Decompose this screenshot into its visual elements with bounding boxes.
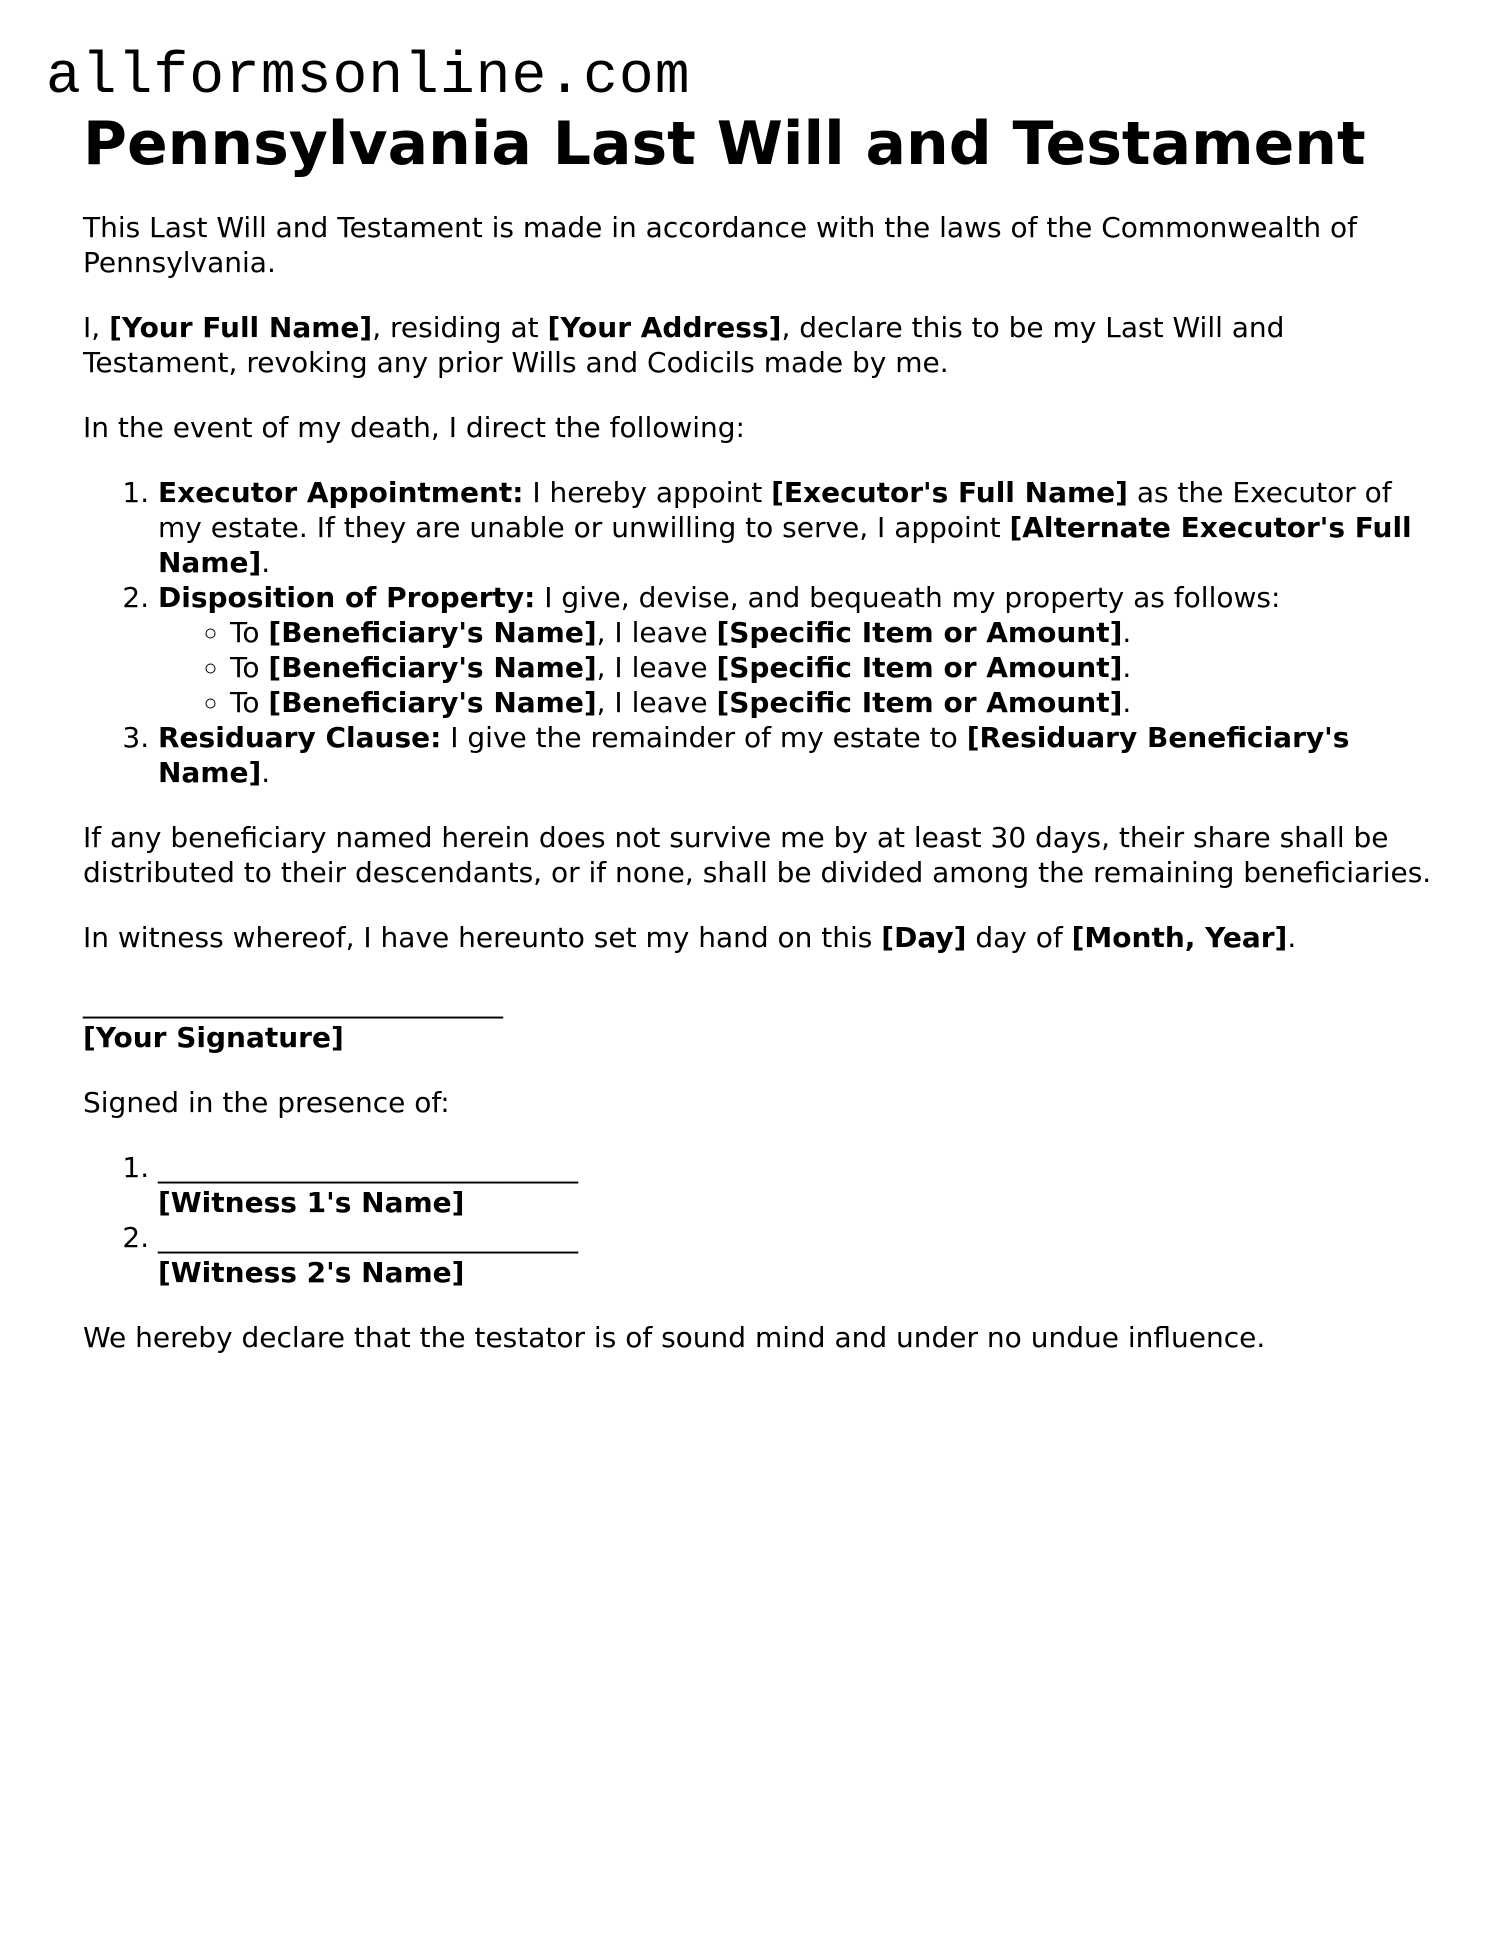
bequest-text: To bbox=[230, 651, 269, 684]
declaration-paragraph bbox=[83, 310, 1443, 380]
disposition-clause bbox=[158, 580, 1443, 720]
full-name-placeholder: [Your Full Name] bbox=[109, 311, 373, 344]
item-placeholder: [Specific Item or Amount] bbox=[716, 651, 1123, 684]
witness-2-label: [Witness 2's Name] bbox=[158, 1256, 465, 1289]
witness-item bbox=[158, 1220, 1443, 1290]
clause-text: . bbox=[261, 756, 271, 789]
signature-block bbox=[83, 985, 1443, 1055]
page-title: Pennsylvania Last Will and Testament bbox=[83, 109, 1366, 179]
residuary-label: Residuary Clause: bbox=[158, 721, 442, 754]
witness-clause-text: . bbox=[1287, 921, 1297, 954]
executor-clause bbox=[158, 475, 1443, 580]
witness-list bbox=[83, 1150, 1443, 1290]
clause-text: I give, devise, and bequeath my property as follows: bbox=[535, 581, 1281, 614]
declaration-text: , residing at bbox=[372, 311, 548, 344]
declaration-text: , declare this to be my Last Will and Testament, revoking any prior Wills and Codicils made by me. bbox=[83, 311, 1285, 379]
bequest-text: , I leave bbox=[596, 616, 717, 649]
month-year-placeholder: [Month, Year] bbox=[1071, 921, 1288, 954]
signature-line[interactable]: ______________________________ bbox=[83, 986, 503, 1019]
item-placeholder: [Specific Item or Amount] bbox=[716, 616, 1123, 649]
clause-text: I hereby appoint bbox=[523, 476, 772, 509]
bequest-text: , I leave bbox=[596, 686, 717, 719]
witness-clause bbox=[83, 920, 1443, 955]
bequest-text: , I leave bbox=[596, 651, 717, 684]
bequest-text: . bbox=[1122, 616, 1132, 649]
beneficiary-placeholder: [Beneficiary's Name] bbox=[268, 616, 597, 649]
disposition-label: Disposition of Property: bbox=[158, 581, 536, 614]
witness-1-label: [Witness 1's Name] bbox=[158, 1186, 465, 1219]
bequest-list bbox=[158, 615, 1443, 720]
bequest-text: . bbox=[1122, 686, 1132, 719]
residuary-beneficiary-placeholder: [Residuary Beneficiary's Name] bbox=[158, 721, 1350, 789]
bequest-text: . bbox=[1122, 651, 1132, 684]
clause-text: . bbox=[261, 546, 271, 579]
address-placeholder: [Your Address] bbox=[547, 311, 782, 344]
bequest-item bbox=[230, 650, 1443, 685]
witness-clause-text: In witness whereof, I have hereunto set my hand on this bbox=[83, 921, 882, 954]
beneficiary-placeholder: [Beneficiary's Name] bbox=[268, 651, 597, 684]
bequest-item bbox=[230, 615, 1443, 650]
witness-1-signature-line[interactable]: 1. ______________________________ bbox=[158, 1151, 578, 1184]
witness-2-signature-line[interactable]: 2. ______________________________ bbox=[158, 1221, 578, 1254]
survival-paragraph: If any beneficiary named herein does not survive me by at least 30 days, their share shall be distributed to their descendants, or if none, shall be divided among the remaining beneficiaries. bbox=[83, 821, 1432, 889]
witness-item bbox=[158, 1150, 1443, 1220]
clause-text: I give the remainder of my estate to bbox=[441, 721, 967, 754]
item-placeholder: [Specific Item or Amount] bbox=[716, 686, 1123, 719]
directive-paragraph: In the event of my death, I direct the following: bbox=[83, 411, 745, 444]
bequest-item bbox=[230, 685, 1443, 720]
clauses-list bbox=[83, 475, 1443, 790]
beneficiary-placeholder: [Beneficiary's Name] bbox=[268, 686, 597, 719]
executor-label: Executor Appointment: bbox=[158, 476, 524, 509]
clause-text: as the Executor of my estate. If they are unable or unwilling to serve, I appoint bbox=[158, 476, 1392, 544]
site-watermark: allformsonline.com bbox=[46, 45, 691, 110]
executor-name-placeholder: [Executor's Full Name] bbox=[771, 476, 1128, 509]
bequest-text: To bbox=[230, 686, 269, 719]
witness-clause-text: day of bbox=[966, 921, 1072, 954]
residuary-clause bbox=[158, 720, 1443, 790]
closing-paragraph: We hereby declare that the testator is of sound mind and under no undue influence. bbox=[83, 1321, 1266, 1354]
alternate-executor-placeholder: [Alternate Executor's Full Name] bbox=[158, 511, 1412, 579]
declaration-text: I, bbox=[83, 311, 110, 344]
will-document bbox=[83, 108, 1443, 1385]
day-placeholder: [Day] bbox=[881, 921, 967, 954]
signature-label: [Your Signature] bbox=[83, 1021, 344, 1054]
intro-paragraph: This Last Will and Testament is made in accordance with the laws of the Commonwealth of Pennsylvania. bbox=[83, 211, 1357, 279]
bequest-text: To bbox=[230, 616, 269, 649]
presence-paragraph: Signed in the presence of: bbox=[83, 1086, 450, 1119]
